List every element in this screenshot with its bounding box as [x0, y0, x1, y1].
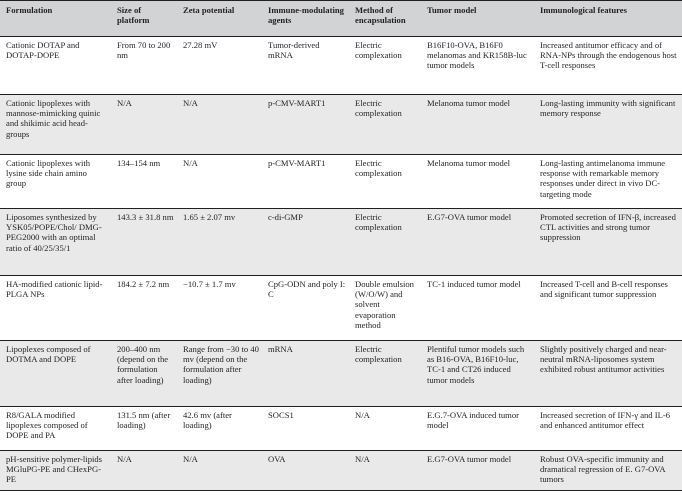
cell-method: Electric complexation — [349, 209, 421, 276]
cell-method: N/A — [349, 451, 421, 491]
cell-formulation: HA-modified cationic lipid-PLGA NPs — [0, 276, 111, 341]
cell-size: 200–400 nm (depend on the formulation after loading) — [111, 341, 177, 407]
cell-features: Increased T-cell and B-cell responses and significant tumor suppression — [534, 276, 682, 341]
cell-features: Increased antitumor efficacy and of RNA-NPs through the endogenous host T-cell responses — [534, 37, 682, 95]
cell-features: Robust OVA-specific immunity and dramatical regression of E. G7-OVA tumors — [534, 451, 682, 491]
cell-method: Electric complexation — [349, 37, 421, 95]
cell-tumor-model: E.G.7-OVA induced tumor model — [421, 407, 534, 451]
cell-formulation: Cationic DOTAP and DOTAP-DOPE — [0, 37, 111, 95]
cell-size: N/A — [111, 451, 177, 491]
cell-method: N/A — [349, 407, 421, 451]
table-row — [0, 95, 682, 155]
cell-zeta: 42.6 mv (after loading) — [177, 407, 262, 451]
cell-tumor-model: Melanoma tumor model — [421, 95, 534, 155]
cell-size: 131.5 nm (after loading) — [111, 407, 177, 451]
cell-features: Promoted secretion of IFN-β, increased CTL activities and strong tumor suppression — [534, 209, 682, 276]
header-tumor-model: Tumor model — [421, 1, 534, 37]
cell-tumor-model: B16F10-OVA, B16F0 melanomas and KR158B-luc tumor models — [421, 37, 534, 95]
cell-tumor-model: Melanoma tumor model — [421, 155, 534, 209]
cell-formulation: Cationic lipoplexes with mannose-mimicking quinic and shikimic acid head-groups — [0, 95, 111, 155]
cell-features: Increased secretion of IFN-γ and IL-6 and enhanced antitumor effect — [534, 407, 682, 451]
cell-tumor-model: TC-1 induced tumor model — [421, 276, 534, 341]
cell-zeta: N/A — [177, 155, 262, 209]
cell-size: From 70 to 200 nm — [111, 37, 177, 95]
cell-agents: c-di-GMP — [262, 209, 349, 276]
cell-agents: CpG-ODN and poly I: C — [262, 276, 349, 341]
header-agents: Immune-modulating agents — [262, 1, 349, 37]
cell-zeta: N/A — [177, 95, 262, 155]
cell-zeta: −10.7 ± 1.7 mv — [177, 276, 262, 341]
cell-agents: mRNA — [262, 341, 349, 407]
header-features: Immunological features — [534, 1, 682, 37]
cell-size: 134–154 nm — [111, 155, 177, 209]
cell-zeta: 1.65 ± 2.07 mv — [177, 209, 262, 276]
table-row — [0, 37, 682, 95]
cell-method: Electric complexation — [349, 95, 421, 155]
cell-zeta: N/A — [177, 451, 262, 491]
cell-zeta: Range from −30 to 40 mv (depend on the formulation after loading) — [177, 341, 262, 407]
table-row — [0, 341, 682, 407]
cell-size: 143.3 ± 31.8 nm — [111, 209, 177, 276]
table-row — [0, 155, 682, 209]
table-row — [0, 451, 682, 491]
cell-zeta: 27.28 mV — [177, 37, 262, 95]
header-size: Size of platform — [111, 1, 177, 37]
header-method: Method of encapsulation — [349, 1, 421, 37]
cell-agents: p-CMV-MART1 — [262, 155, 349, 209]
cell-formulation: Cationic lipoplexes with lysine side chain amino group — [0, 155, 111, 209]
cell-method: Double emulsion (W/O/W) and solvent evaporation method — [349, 276, 421, 341]
cell-tumor-model: E.G7-OVA tumor model — [421, 451, 534, 491]
header-zeta: Zeta potential — [177, 1, 262, 37]
table-row — [0, 407, 682, 451]
cell-agents: OVA — [262, 451, 349, 491]
cell-agents: Tumor-derived mRNA — [262, 37, 349, 95]
cell-method: Electric complexation — [349, 155, 421, 209]
cell-formulation: Lipoplexes composed of DOTMA and DOPE — [0, 341, 111, 407]
table-row — [0, 209, 682, 276]
cell-formulation: Liposomes synthesized by YSK05/POPE/Chol/ DMG-PEG2000 with an optimal ratio of 40/25/35/1 — [0, 209, 111, 276]
cell-tumor-model: Plentiful tumor models such as B16-OVA, B16F10-luc, TC-1 and CT26 induced tumor models — [421, 341, 534, 407]
cell-tumor-model: E.G7-OVA tumor model — [421, 209, 534, 276]
cell-size: N/A — [111, 95, 177, 155]
cell-features: Slightly positively charged and near-neutral mRNA-liposomes system exhibited robust antitumor activities — [534, 341, 682, 407]
cell-agents: p-CMV-MART1 — [262, 95, 349, 155]
cell-agents: SOCS1 — [262, 407, 349, 451]
cell-formulation: R8/GALA modified lipoplexes composed of DOPE and PA — [0, 407, 111, 451]
header-formulation: Formulation — [0, 1, 111, 37]
cell-method: Electric complexation — [349, 341, 421, 407]
table-row — [0, 276, 682, 341]
cell-features: Long-lasting immunity with significant memory response — [534, 95, 682, 155]
cell-formulation: pH-sensitive polymer-lipids MGluPG-PE and CHexPG-PE — [0, 451, 111, 491]
table-header-row — [0, 1, 682, 37]
cell-size: 184.2 ± 7.2 nm — [111, 276, 177, 341]
cell-features: Long-lasting antimelanoma immune response with remarkable memory responses under direct in vivo DC-targeting mode — [534, 155, 682, 209]
